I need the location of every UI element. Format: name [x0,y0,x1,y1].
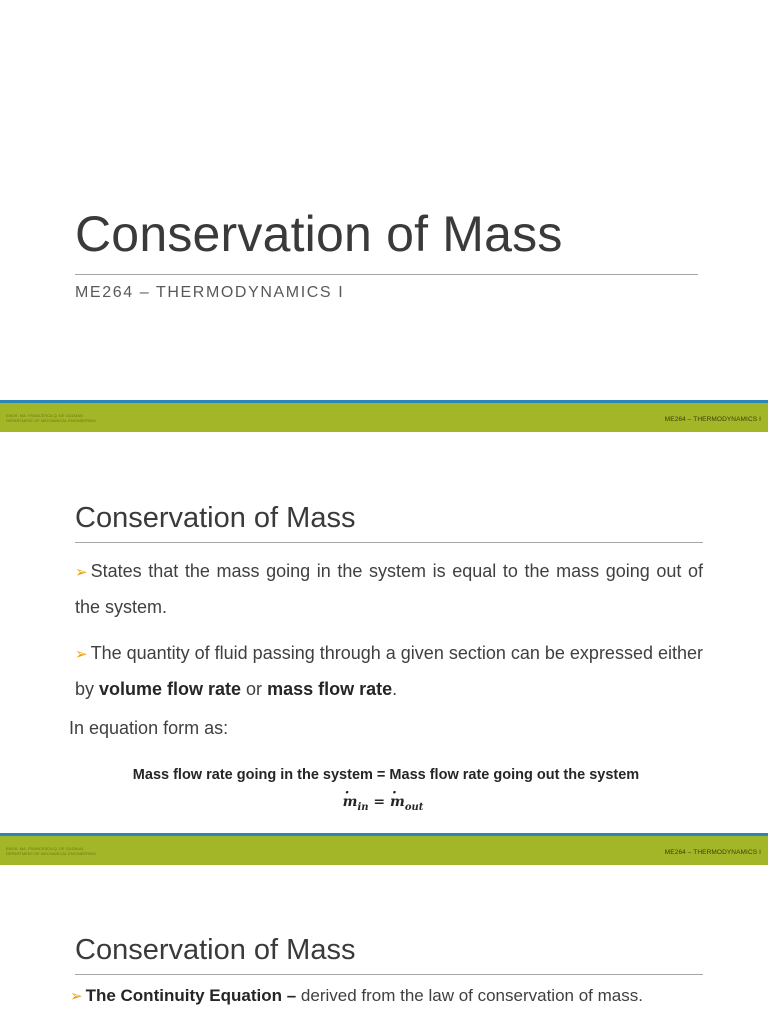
emphasis-mass-flow-rate: mass flow rate [267,679,393,699]
emphasis-continuity-equation: The Continuity Equation – [85,986,297,1005]
bullet-item: ➢ The Continuity Equation – derived from the law of conservation of mass. [70,986,643,1005]
slide-footer-band [0,833,768,865]
footer-author: ENGR. MA. FRANCESCA Q. DE GUZMAN DEPARTMENT OF MECHANICAL ENGINEERING [6,846,97,856]
bullet-arrow-icon: ➢ [75,646,88,663]
emphasis-volume-flow-rate: volume flow rate [99,679,242,699]
title-divider [75,274,698,275]
footer-course: ME264 – THERMODYNAMICS I [664,416,761,423]
title-divider [75,542,703,543]
content-slide-3 [0,865,768,1024]
mass-flow-equation: · $m_{in}$ = · $m_{out}$ [0,794,766,813]
bullet-item: ➢ States that the mass going in the system is equal to the mass going out of the system. [75,561,703,617]
title-divider [75,974,703,975]
footer-author: ENGR. MA. FRANCESCA Q. DE GUZMAN DEPARTMENT OF MECHANICAL ENGINEERING [6,413,97,423]
bullet-arrow-icon: ➢ [75,564,88,581]
bullet-arrow-icon: ➢ [70,988,83,1005]
presentation-title: Conservation of Mass [75,206,563,262]
bullet-item: ➢ The quantity of fluid passing through a given section can be expressed either by volume flow rate or mass flow rate. [75,643,703,699]
slide-footer-band [0,400,768,432]
title-slide [0,0,768,400]
slide-title: Conservation of Mass [75,934,356,966]
slide-title: Conservation of Mass [75,502,356,534]
presentation-subtitle: ME264 – THERMODYNAMICS I [75,284,345,301]
equation-intro: In equation form as: [69,718,229,738]
equation-statement: Mass flow rate going in the system = Mass flow rate going out the system [132,767,640,783]
content-slide-2 [0,432,768,832]
footer-course: ME264 – THERMODYNAMICS I [664,849,761,856]
